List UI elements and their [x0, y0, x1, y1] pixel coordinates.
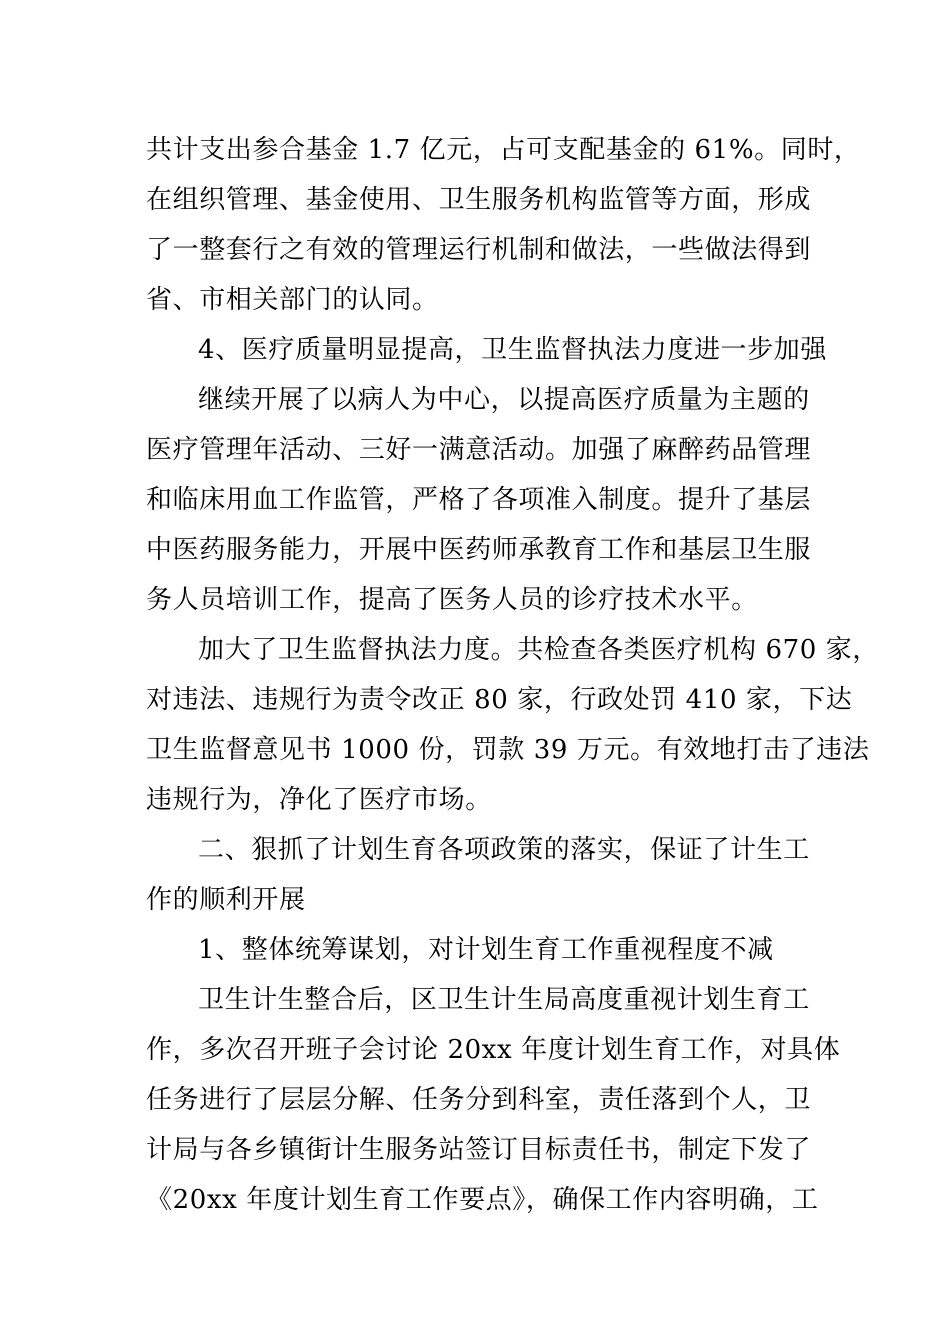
text-line: 作，多次召开班子会讨论 20xx 年度计划生育工作，对具体	[146, 1035, 841, 1065]
text-line: 和临床用血工作监管，严格了各项准入制度。提升了基层	[146, 485, 812, 515]
text-line: 卫生监督意见书 1000 份，罚款 39 万元。有效地打击了违法	[146, 735, 870, 765]
section-heading: 作的顺利开展	[146, 885, 306, 915]
text-line: 违规行为，净化了医疗市场。	[146, 785, 492, 815]
text-line: 卫生计生整合后，区卫生计生局高度重视计划生育工	[198, 985, 810, 1015]
text-line: 任务进行了层层分解、任务分到科室，责任落到个人，卫	[146, 1085, 812, 1115]
text-line: 《20xx 年度计划生育工作要点》，确保工作内容明确，工	[146, 1185, 819, 1215]
text-line: 对违法、违规行为责令改正 80 家，行政处罚 410 家，下达	[146, 685, 853, 715]
text-line: 加大了卫生监督执法力度。共检查各类医疗机构 670 家，	[198, 635, 879, 665]
text-line: 省、市相关部门的认同。	[146, 285, 439, 315]
text-line: 共计支出参合基金 1.7 亿元，占可支配基金的 61%。同时，	[146, 135, 861, 165]
text-line: 在组织管理、基金使用、卫生服务机构监管等方面，形成	[146, 185, 812, 215]
text-line: 务人员培训工作，提高了医务人员的诊疗技术水平。	[146, 585, 758, 615]
section-heading: 4、医疗质量明显提高，卫生监督执法力度进一步加强	[198, 335, 827, 365]
text-line: 医疗管理年活动、三好一满意活动。加强了麻醉药品管理	[146, 435, 812, 465]
text-line: 了一整套行之有效的管理运行机制和做法，一些做法得到	[146, 235, 812, 265]
text-line: 计局与各乡镇街计生服务站签订目标责任书，制定下发了	[146, 1135, 812, 1165]
text-line: 继续开展了以病人为中心，以提高医疗质量为主题的	[198, 385, 810, 415]
text-line: 中医药服务能力，开展中医药师承教育工作和基层卫生服	[146, 535, 812, 565]
section-heading: 1、整体统筹谋划，对计划生育工作重视程度不减	[198, 935, 774, 965]
section-heading: 二、狠抓了计划生育各项政策的落实，保证了计生工	[198, 835, 810, 865]
